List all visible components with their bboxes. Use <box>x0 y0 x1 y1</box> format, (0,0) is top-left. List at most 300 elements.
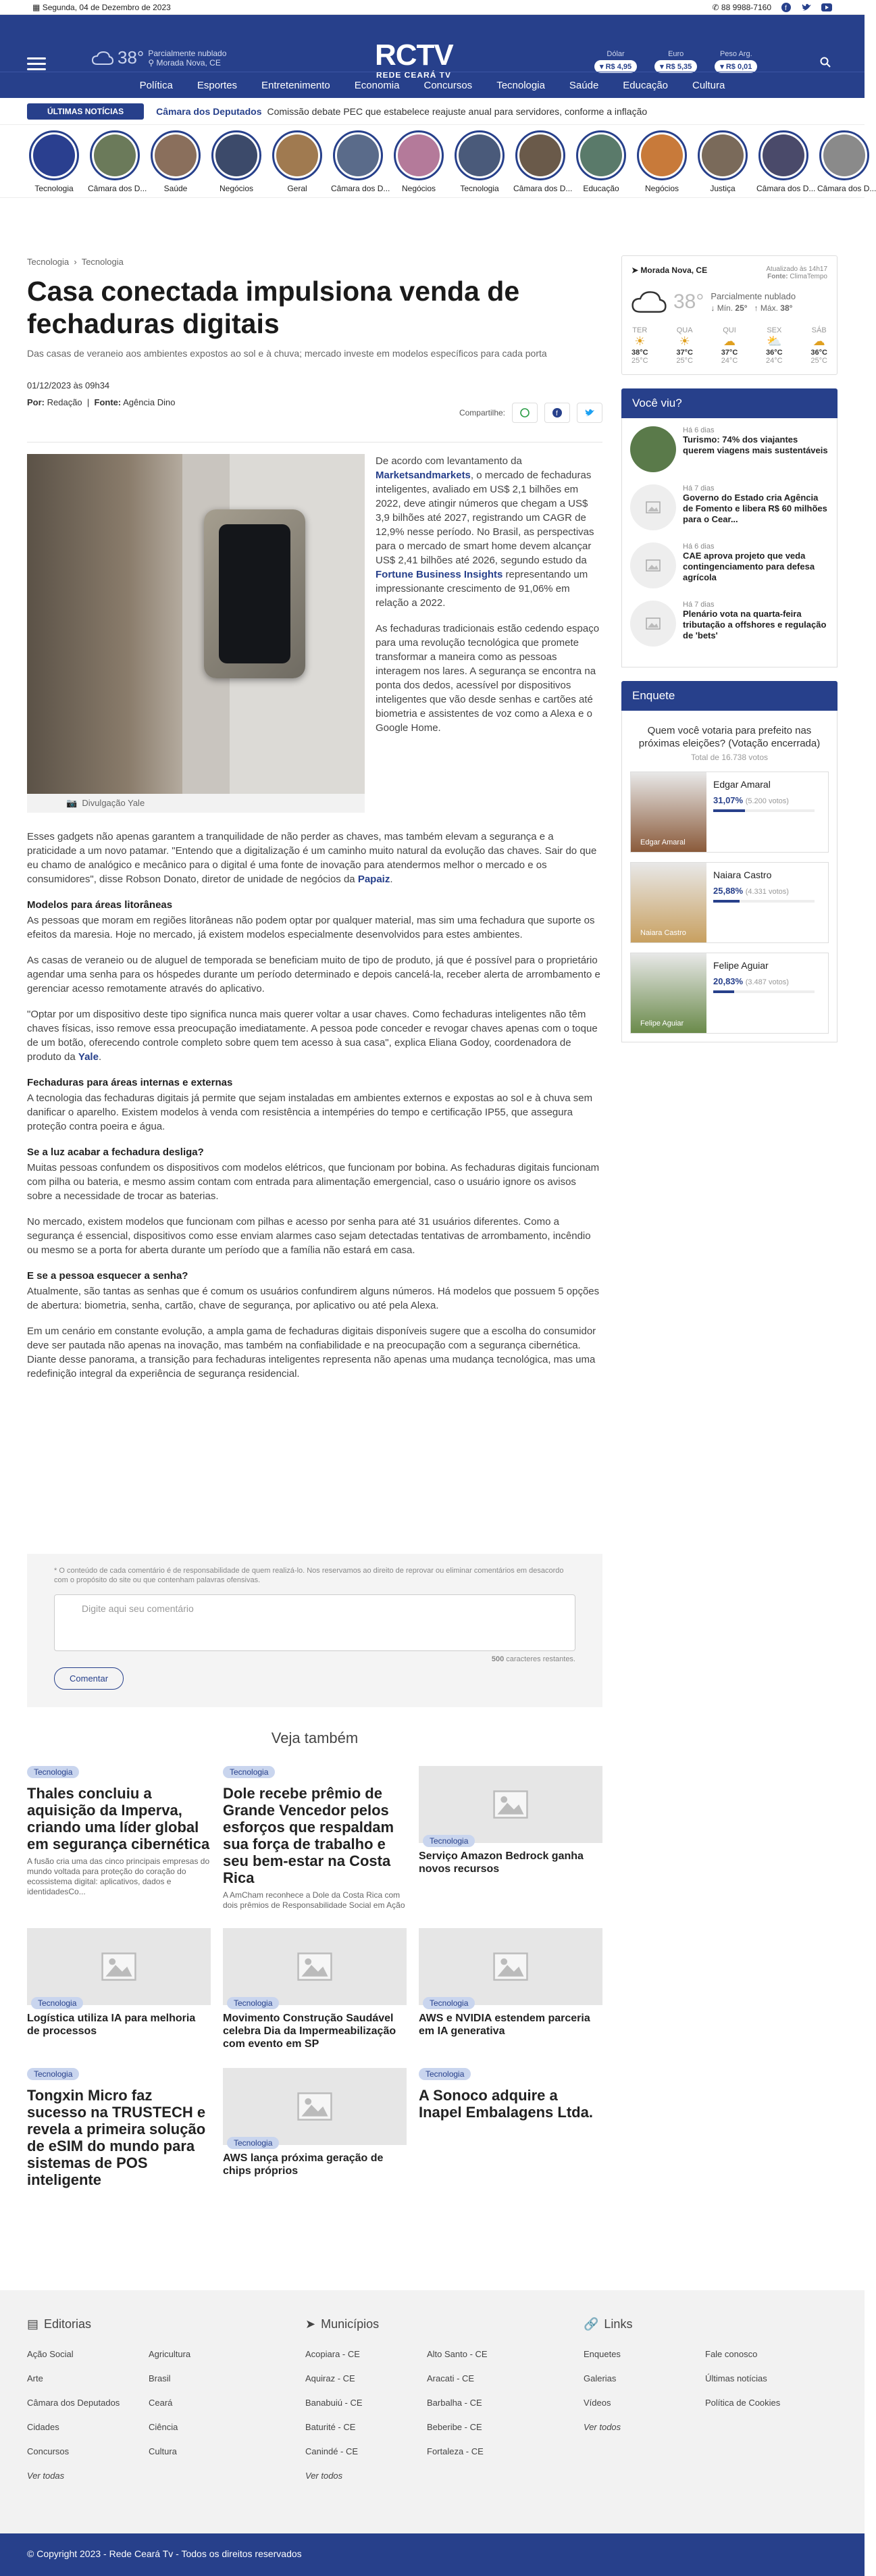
date-text: Segunda, 04 de Dezembro de 2023 <box>42 2 171 12</box>
item-age: Há 6 dias <box>683 426 715 434</box>
footer-link[interactable]: Câmara dos Deputados <box>27 2398 120 2408</box>
card-title[interactable]: AWS e NVIDIA estendem parceria em IA generativa <box>419 2013 590 2037</box>
article-figure <box>27 454 365 813</box>
article-byline: Por: Redação | Fonte: Agência Dino <box>27 397 176 407</box>
news-ticker <box>0 98 865 125</box>
poll <box>621 711 838 1042</box>
copyright-bar <box>0 2533 865 2576</box>
source-label: Fonte: <box>94 397 122 407</box>
currency-label: Dólar <box>607 50 625 58</box>
image-placeholder-icon <box>419 1766 602 1846</box>
candidate-photo <box>631 772 706 852</box>
voce-viu-list <box>621 418 838 667</box>
menu-item[interactable]: Entretenimento <box>261 79 330 91</box>
see-also <box>27 1729 602 2188</box>
card-title[interactable]: Logística utiliza IA para melhoria de processos <box>27 2013 196 2037</box>
category-tag[interactable]: Tecnologia <box>227 1997 279 2009</box>
paragraph: No mercado, existem modelos que funcionam com pilhas e acesso por senha para até 31 usuários diferentes. Como a segurança é essencial, dispositivos como esse enviam alarmes caso sejam detectadas tentativas de arrombamento, incêndio ou mesmo se a porta for aberta durante um período que a família não estará em casa. <box>27 1216 591 1256</box>
paragraph: As casas de veraneio ou de aluguel de temporada se beneficiam muito de tipo de produto, já que é possível para o proprietário agendar uma senha para os hóspedes durante um período determinado e depois cancelá-la, receber alerta de arrombamento e gerenciar acesso remotamente através do aplicativo. <box>27 955 600 994</box>
paragraph: Em um cenário em constante evolução, a ampla gama de fechaduras digitais disponíveis sugere que a escolha do consumidor deve ser pautada não apenas na inovação, mas também na confiabilidade e na preocupação com a segurança cibernética. Diante desse panorama, a transição para fechaduras inteligentes representa não apenas uma mudança tecnológica, mas uma redefinição integral da experiência de segurança residencial. <box>27 1325 596 1380</box>
menu-item[interactable]: Concursos <box>423 79 473 91</box>
category-tag[interactable]: Tecnologia <box>419 2068 471 2080</box>
footer-link[interactable]: Galerias <box>584 2373 617 2383</box>
story-thumbnail <box>455 130 505 180</box>
currency-label: Euro <box>668 50 684 58</box>
paragraph: "Optar por um dispositivo deste tipo significa nunca mais querer voltar a usar chaves. Como fechaduras inteligentes não têm chaves físicas, isso remove essa preocupação imediatamente. A pessoa pode conceder e revogar chaves apenas com o toque de um botão, oferecendo controle completo sobre quem tem acesso à sua casa", explica Eliana Godoy, coordenadora de produto da Yale. <box>27 1009 598 1063</box>
footer-link[interactable]: Alto Santo - CE <box>427 2349 488 2359</box>
votes: (4.331 votos) <box>745 888 789 896</box>
footer-link[interactable]: Concursos <box>27 2446 70 2456</box>
weather-forecast <box>632 326 827 365</box>
breadcrumb-item[interactable]: Tecnologia <box>81 257 124 267</box>
forecast-day <box>810 326 827 365</box>
photo-caption <box>27 794 365 813</box>
story-label: Geral <box>287 184 307 193</box>
story-item[interactable] <box>453 130 507 197</box>
top-bar <box>0 0 865 15</box>
candidate-photo-name: Naiara Castro <box>640 929 686 937</box>
footer-links <box>584 2317 840 2432</box>
twitter-icon <box>585 409 594 417</box>
paragraph: As pessoas que moram em regiões litorâneas não podem optar por qualquer material, mas sim uma fechadura que suporte os efeitos da maresia. Hoje no mercado, já existem modelos especialmente desenvolvidos para estes ambientes. <box>27 915 595 940</box>
arrow-icon: ▾ <box>600 63 604 71</box>
footer-link[interactable]: Aracati - CE <box>427 2373 475 2383</box>
footer-heading: Municípios <box>321 2317 380 2331</box>
story-thumbnail <box>272 130 322 180</box>
day-max: 37°C <box>721 349 738 357</box>
min-temp: 25° <box>735 303 748 313</box>
article <box>27 257 602 1380</box>
youtube-icon[interactable] <box>821 2 832 13</box>
footer-link[interactable]: Cultura <box>149 2446 177 2456</box>
story-thumbnail <box>29 130 79 180</box>
source: Agência Dino <box>123 397 176 407</box>
day-min: 25°C <box>632 357 648 365</box>
story-thumbnail <box>819 130 869 180</box>
story-item[interactable] <box>209 130 263 197</box>
story-item[interactable] <box>331 130 390 197</box>
percent: 31,07% <box>713 795 744 805</box>
text: representando um impressionante crescimento de 91,06% em relação a 2022. <box>376 569 588 609</box>
footer-link[interactable]: Baturité - CE <box>305 2422 356 2432</box>
share-bar <box>459 403 602 423</box>
card-title[interactable]: Dole recebe prêmio de Grande Vencedor pelos esforços que respaldam sua força de trabalho e seu bem-estar na Costa Rica <box>223 1785 394 1886</box>
latest-news-badge: ÚLTIMAS NOTÍCIAS <box>27 103 144 120</box>
story-item[interactable] <box>392 130 446 197</box>
poll-total: Total de 16.738 votos <box>690 753 769 762</box>
max-label: Máx. <box>760 303 778 313</box>
story-thumbnail <box>515 130 565 180</box>
arrow-icon: ▾ <box>720 63 724 71</box>
image-placeholder-icon <box>223 1928 407 2008</box>
card-title[interactable]: Thales concluiu a aquisição da Imperva, criando uma líder global em segurança cibernética <box>27 1785 210 1852</box>
story-label: Saúde <box>163 184 188 193</box>
card-title[interactable]: AWS lança próxima geração de chips próprios <box>223 2152 384 2177</box>
footer-link[interactable]: Fale conosco <box>705 2349 758 2359</box>
weather-temp: 38° <box>673 291 704 313</box>
paragraph: Muitas pessoas confundem os dispositivos com modelos elétricos, que funcionam por bobina. As fechaduras digitais funcionam com pilha ou bateria, e mesmo assim contam com entrada para alimentação emergencial, caso o usuário ignore os avisos sobre a necessidade de trocar as baterias. <box>27 1162 600 1202</box>
footer-link[interactable]: Aquiraz - CE <box>305 2373 355 2383</box>
related-article-card[interactable] <box>419 2068 602 2188</box>
story-item[interactable] <box>88 130 147 197</box>
story-item[interactable] <box>817 130 876 197</box>
card-title[interactable]: A Sonoco adquire a Inapel Embalagens Ltda. <box>419 2087 593 2121</box>
article-body-top <box>376 454 602 747</box>
weather-icon: ☀ <box>679 334 690 348</box>
candidate-photo <box>631 863 706 942</box>
voce-viu-item[interactable] <box>630 601 829 647</box>
percent: 20,83% <box>713 976 744 986</box>
story-thumbnail <box>576 130 626 180</box>
menu-icon[interactable] <box>27 54 46 74</box>
ticker-headline[interactable]: Comissão debate PEC que estabelece reajuste anual para servidores, conforme a inflação <box>267 105 648 117</box>
image-placeholder-icon <box>630 542 676 588</box>
currency-label: Peso Arg. <box>719 50 752 58</box>
main-menu <box>0 72 865 98</box>
votes: (5.200 votos) <box>745 797 789 805</box>
story-label: Tecnologia <box>460 184 499 193</box>
story-label: Câmara dos D... <box>756 184 816 193</box>
day-min: 25°C <box>676 357 693 365</box>
votes: (3.487 votos) <box>745 978 789 986</box>
footer-link[interactable]: Cidades <box>27 2422 59 2432</box>
poll-option[interactable] <box>630 862 829 943</box>
currency-value: R$ 0,01 <box>725 63 752 71</box>
twitter-icon[interactable] <box>801 2 812 13</box>
text: Esses gadgets não apenas garantem a tranquilidade de não perder as chaves, mas também elevam a segurança e a praticidade a um novo patamar. "Entendo que a digitalização é um caminho muito natural da evolução das chaves. Sair do que eu chamo de analógico e mecânico para o digital é uma fonte de inovação para atendermos melhor o mercado e os consumidores", disse Robson Donato, diretor de unidade de negócios da <box>27 831 597 885</box>
search-icon[interactable] <box>820 57 831 68</box>
story-thumbnail <box>151 130 201 180</box>
fortune-link[interactable]: Fortune Business Insights <box>376 569 503 580</box>
papaiz-link[interactable]: Papaiz <box>357 874 390 885</box>
story-label: Tecnologia <box>34 184 74 193</box>
currency-value: R$ 5,35 <box>665 63 692 71</box>
article-subtitle: Das casas de veraneio aos ambientes expostos ao sol e à chuva; mercado investe em modelos específicos para cada porta <box>27 348 547 359</box>
day-label: SEX <box>767 326 782 334</box>
story-item[interactable] <box>574 130 628 197</box>
min-label: Mín. <box>717 303 733 313</box>
cloud-icon <box>632 290 667 314</box>
comments-section <box>27 1554 602 1707</box>
header-temp: 38° <box>118 47 145 68</box>
candidate-percent <box>713 976 815 986</box>
share-whatsapp-button[interactable] <box>512 403 538 423</box>
currency-euro <box>654 50 697 73</box>
story-thumbnail <box>394 130 444 180</box>
section-heading: Modelos para áreas litorâneas <box>27 899 173 911</box>
paragraph <box>376 454 602 610</box>
marketsandmarkets-link[interactable]: Marketsandmarkets <box>376 470 471 481</box>
weather-icon: ☁ <box>813 334 825 348</box>
footer-see-all-link[interactable]: Ver todos <box>584 2422 621 2432</box>
story-label: Câmara dos D... <box>331 184 390 193</box>
card-title[interactable]: Serviço Amazon Bedrock ganha novos recursos <box>419 1850 584 1875</box>
paragraph: Esses gadgets não apenas garantem a tranquilidade de não perder as chaves, mas também elevam a segurança e a praticidade a um novo patamar. "Entendo que a digitalização é um caminho muito natural da evolução das chaves. Sair do que eu chamo de analógico e mecânico para o digital é uma fonte de inovação para atendermos melhor o mercado e os consumidores", disse Robson Donato, diretor de unidade de negócios da Papaiz. <box>27 831 597 885</box>
category-tag[interactable]: Tecnologia <box>423 1997 475 2009</box>
voce-viu-item[interactable] <box>630 542 829 588</box>
related-article-card[interactable] <box>27 1766 211 1911</box>
footer-heading: Links <box>604 2317 633 2331</box>
image-placeholder-icon <box>223 2068 407 2148</box>
facebook-icon <box>552 408 562 418</box>
article-photo[interactable] <box>27 454 365 794</box>
story-thumbnail <box>698 130 748 180</box>
arrow-icon: ▾ <box>660 63 664 71</box>
current-date <box>32 3 171 12</box>
item-age: Há 6 dias <box>683 542 715 551</box>
currency-dollar <box>594 50 637 73</box>
related-article-card[interactable] <box>27 2068 211 2188</box>
footer-link[interactable]: Enquetes <box>584 2349 621 2359</box>
logo-text: RCTV <box>375 39 453 72</box>
item-age: Há 7 dias <box>683 601 715 609</box>
voce-viu-title: Você viu? <box>621 388 838 418</box>
currency-peso <box>715 50 757 73</box>
menu-item[interactable]: Economia <box>354 79 400 91</box>
menu-item[interactable]: Esportes <box>197 79 238 91</box>
story-thumbnail <box>637 130 687 180</box>
location-icon: ➤ <box>632 266 639 275</box>
candidate-name: Naiara Castro <box>713 869 772 880</box>
svg-text:f: f <box>785 4 787 12</box>
item-title: Plenário vota na quarta-feira tributação a offshores e regulação de 'bets' <box>683 609 827 640</box>
related-article-card[interactable] <box>223 1766 407 1911</box>
category-tag[interactable]: Tecnologia <box>423 1835 475 1847</box>
calendar-icon: ▦ <box>32 2 41 12</box>
comment-input[interactable]: Digite aqui seu comentário <box>54 1594 575 1651</box>
percent-bar <box>713 990 815 993</box>
article-body <box>27 830 602 1392</box>
day-label: QUI <box>723 326 736 334</box>
related-article-card[interactable] <box>223 2068 407 2188</box>
voce-viu-item[interactable] <box>630 426 829 472</box>
menu-item[interactable]: Tecnologia <box>496 79 545 91</box>
comment-button[interactable]: Comentar <box>54 1667 124 1690</box>
candidate-name: Edgar Amaral <box>713 779 771 790</box>
caption-text: Divulgação Yale <box>82 798 145 808</box>
candidate-percent <box>713 886 815 896</box>
location-icon: ➤ <box>305 2317 316 2331</box>
image-placeholder-icon <box>27 1928 211 2008</box>
percent-bar <box>713 900 815 903</box>
stories-strip <box>0 125 876 198</box>
paragraph: As fechaduras tradicionais estão cedendo espaço para uma revolução tecnológica que promete transformar a maneira como as pessoas interagem nos lares. A segurança se encontra na ponta dos dedos, acessível por dispositivos inteligentes que vão desde senhas e cartões até biometria e assistentes de voz como a Alexa e o Google Home. <box>376 623 600 734</box>
related-article-card[interactable] <box>27 1928 211 2050</box>
story-label: Câmara dos D... <box>513 184 573 193</box>
image-placeholder-icon <box>630 484 676 530</box>
candidate-photo-name: Felipe Aguiar <box>640 1019 684 1028</box>
date: 01/12/2023 às 09h34 <box>27 380 110 390</box>
menu-item[interactable]: Cultura <box>692 79 725 91</box>
story-item[interactable] <box>513 130 573 197</box>
related-article-card[interactable] <box>419 1928 602 2050</box>
footer-link[interactable]: Barbalha - CE <box>427 2398 482 2408</box>
max-temp: 38° <box>780 303 793 313</box>
smart-lock-image <box>204 509 305 678</box>
share-facebook-button[interactable] <box>544 403 570 423</box>
percent-bar <box>713 809 815 812</box>
copyright-text: © Copyright 2023 - Rede Ceará Tv - Todos os direitos reservados <box>27 2548 302 2559</box>
weather-widget <box>621 255 838 375</box>
share-twitter-button[interactable] <box>577 403 602 423</box>
footer-see-all-link[interactable]: Ver todos <box>305 2471 343 2481</box>
voce-viu-item[interactable] <box>630 484 829 530</box>
day-max: 36°C <box>810 349 827 357</box>
story-label: Justiça <box>710 184 736 193</box>
header-city: Morada Nova, CE <box>156 57 221 68</box>
story-item[interactable] <box>756 130 816 197</box>
yale-link[interactable]: Yale <box>78 1051 99 1063</box>
newspaper-icon: ▤ <box>27 2317 39 2331</box>
svg-text:f: f <box>556 410 558 418</box>
sidebar <box>621 255 838 1042</box>
item-title: Governo do Estado cria Agência de Fomento e libera R$ 60 milhões para o Cear... <box>683 493 827 524</box>
comments-note: * O conteúdo de cada comentário é de responsabilidade de quem realizá-lo. Nos reservamos ao direito de reprovar ou eliminar comentários em desacordo com o propósito do site ou que contenham palavras ofensivas. <box>54 1567 564 1584</box>
forecast-day <box>676 326 693 365</box>
phone[interactable] <box>713 3 771 12</box>
paragraph: A tecnologia das fechaduras digitais já permite que sejam instaladas em ambientes externos e expostas ao sol e à chuva sem danificar o aparelho. Existem modelos à venda com resistência a intempéries do tempo e certificação IP55, que assegura proteção contra poeira e água. <box>27 1092 593 1132</box>
menu-item[interactable]: Saúde <box>569 79 599 91</box>
text: "Optar por um dispositivo deste tipo significa nunca mais querer voltar a usar chaves. Como fechaduras inteligentes não têm chaves físicas, isso remove essa preocupação imediatamente. A pessoa pode conceder e revogar chaves apenas com o toque de um botão, oferecendo controle completo sobre quem tem acesso à sua casa", explica Eliana Godoy, coordenadora de produto da <box>27 1009 598 1063</box>
poll-title: Enquete <box>621 681 838 711</box>
story-thumbnail <box>90 130 140 180</box>
forecast-day <box>632 326 648 365</box>
category-tag[interactable]: Tecnologia <box>31 1997 83 2009</box>
footer-link[interactable]: Arte <box>27 2373 43 2383</box>
category-tag[interactable]: Tecnologia <box>27 1766 79 1778</box>
arrow-up-icon: ↑ <box>754 303 758 313</box>
weather-icon: ⛅ <box>767 334 782 348</box>
weather-desc: Parcialmente nublado <box>711 291 796 301</box>
footer-link[interactable]: Agricultura <box>149 2349 191 2359</box>
text: , o mercado de fechaduras inteligentes, avaliado em US$ 2,1 bilhões em 2022, deve atingir números que chegam a US$ 3,9 bilhões até 2027, registrando um CAGR de 12,9% nesse período. No Brasil, as perspectivas para o mercado de smart home devem alcançar US$ 2,41 bilhões até 2026, segundo estudo da <box>376 470 594 566</box>
footer-link[interactable]: Ação Social <box>27 2349 74 2359</box>
day-max: 37°C <box>676 349 693 357</box>
footer-heading: Editorias <box>44 2317 92 2331</box>
weather-source: ClimaTempo <box>790 273 827 280</box>
header-weather <box>92 47 226 68</box>
candidate-name: Felipe Aguiar <box>713 960 769 971</box>
currency-value: R$ 4,95 <box>605 63 632 71</box>
section-heading: Fechaduras para áreas internas e externas <box>27 1077 233 1088</box>
poll-option[interactable] <box>630 772 829 853</box>
char-count-label: caracteres restantes. <box>506 1655 575 1663</box>
story-label: Negócios <box>219 184 254 193</box>
arrow-down-icon: ↓ <box>711 303 715 313</box>
poll-option[interactable] <box>630 953 829 1034</box>
footer-link[interactable]: Acopiara - CE <box>305 2349 360 2359</box>
header-weather-desc: Parcialmente nublado <box>148 48 227 58</box>
related-article-card[interactable] <box>223 1928 407 2050</box>
phone-text: 88 9988-7160 <box>721 2 771 12</box>
cloud-icon <box>92 51 113 66</box>
day-label: QUA <box>676 326 693 334</box>
footer-see-all-link[interactable]: Ver todas <box>27 2471 65 2481</box>
item-title: CAE aprova projeto que veda contingenciamento para defesa agrícola <box>683 551 815 582</box>
image-placeholder-icon <box>630 426 676 472</box>
story-item[interactable] <box>270 130 324 197</box>
footer-link[interactable]: Brasil <box>149 2373 171 2383</box>
author: Redação <box>47 397 82 407</box>
day-min: 24°C <box>721 357 738 365</box>
item-age: Há 7 dias <box>683 484 715 493</box>
menu-item[interactable]: Educação <box>623 79 668 91</box>
image-placeholder-icon <box>630 601 676 647</box>
story-thumbnail <box>211 130 261 180</box>
story-item[interactable] <box>27 130 81 197</box>
category-tag[interactable]: Tecnologia <box>27 2068 79 2080</box>
camera-icon: 📷 <box>66 798 78 808</box>
weather-icon: ☀ <box>634 334 646 348</box>
candidate-photo-name: Edgar Amaral <box>640 838 686 847</box>
story-thumbnail <box>758 130 808 180</box>
menu-item[interactable]: Política <box>139 79 173 91</box>
facebook-icon[interactable] <box>781 2 792 13</box>
weather-city: Morada Nova, CE <box>640 266 708 275</box>
category-tag[interactable]: Tecnologia <box>227 2137 279 2149</box>
card-title[interactable]: Tongxin Micro faz sucesso na TRUSTECH e revela a primeira solução de eSIM do mundo para sistemas de POS inteligente <box>27 2087 206 2188</box>
pin-icon: ⚲ <box>148 57 155 68</box>
story-item[interactable] <box>635 130 689 197</box>
category-tag[interactable]: Tecnologia <box>223 1766 275 1778</box>
footer-link[interactable]: Política de Cookies <box>705 2398 781 2408</box>
story-label: Negócios <box>401 184 436 193</box>
footer-editorias <box>27 2317 284 2481</box>
footer-link[interactable]: Últimas notícias <box>705 2373 767 2383</box>
currency-rates <box>594 50 757 73</box>
day-label: TER <box>632 326 648 334</box>
story-item[interactable] <box>149 130 203 197</box>
card-title[interactable]: Movimento Construção Saudável celebra Dia da Impermeabilização com evento em SP <box>223 2013 396 2050</box>
story-item[interactable] <box>696 130 750 197</box>
footer-link[interactable]: Beberibe - CE <box>427 2422 482 2432</box>
breadcrumb-item[interactable]: Tecnologia <box>27 257 70 267</box>
item-title: Turismo: 74% dos viajantes querem viagens mais sustentáveis <box>683 434 828 455</box>
footer-link[interactable]: Canindé - CE <box>305 2446 359 2456</box>
footer-link[interactable]: Ciência <box>149 2422 178 2432</box>
logo-subtext: REDE CEARÁ TV <box>376 70 452 80</box>
by-label: Por: <box>27 397 45 407</box>
text: De acordo com levantamento da <box>376 455 522 467</box>
story-label: Educação <box>583 184 619 193</box>
footer-link[interactable]: Banabuiú - CE <box>305 2398 363 2408</box>
day-min: 24°C <box>766 357 783 365</box>
footer-link[interactable]: Ceará <box>149 2398 173 2408</box>
footer-link[interactable]: Fortaleza - CE <box>427 2446 484 2456</box>
related-article-card[interactable] <box>419 1766 602 1911</box>
share-label: Compartilhe: <box>459 408 505 418</box>
forecast-day <box>766 326 783 365</box>
section-heading: E se a pessoa esquecer a senha? <box>27 1270 188 1282</box>
article-title: Casa conectada impulsiona venda de fechaduras digitais <box>27 276 520 339</box>
ticker-category[interactable]: Câmara dos Deputados <box>156 105 262 117</box>
story-label: Câmara dos D... <box>817 184 876 193</box>
weather-updated: Atualizado às 14h17 <box>766 266 827 273</box>
footer-link[interactable]: Vídeos <box>584 2398 611 2408</box>
weather-icon: ☁ <box>723 334 736 348</box>
day-min: 25°C <box>810 357 827 365</box>
whatsapp-icon: ✆ <box>712 2 719 12</box>
story-thumbnail <box>333 130 383 180</box>
candidate-photo <box>631 953 706 1033</box>
link-icon: 🔗 <box>584 2317 599 2331</box>
poll-question: Quem você votaria para prefeito nas próximas eleições? (Votação encerrada) <box>638 725 821 749</box>
story-label: Câmara dos D... <box>88 184 147 193</box>
card-excerpt: A fusão cria uma das cinco principais empresas do mundo voltada para proteção do coração do ecossistema digital: aplicativos, dados e identidadesCo... <box>27 1857 210 1896</box>
day-label: SÁB <box>811 326 827 334</box>
site-header <box>0 15 865 98</box>
footer <box>0 2290 865 2533</box>
